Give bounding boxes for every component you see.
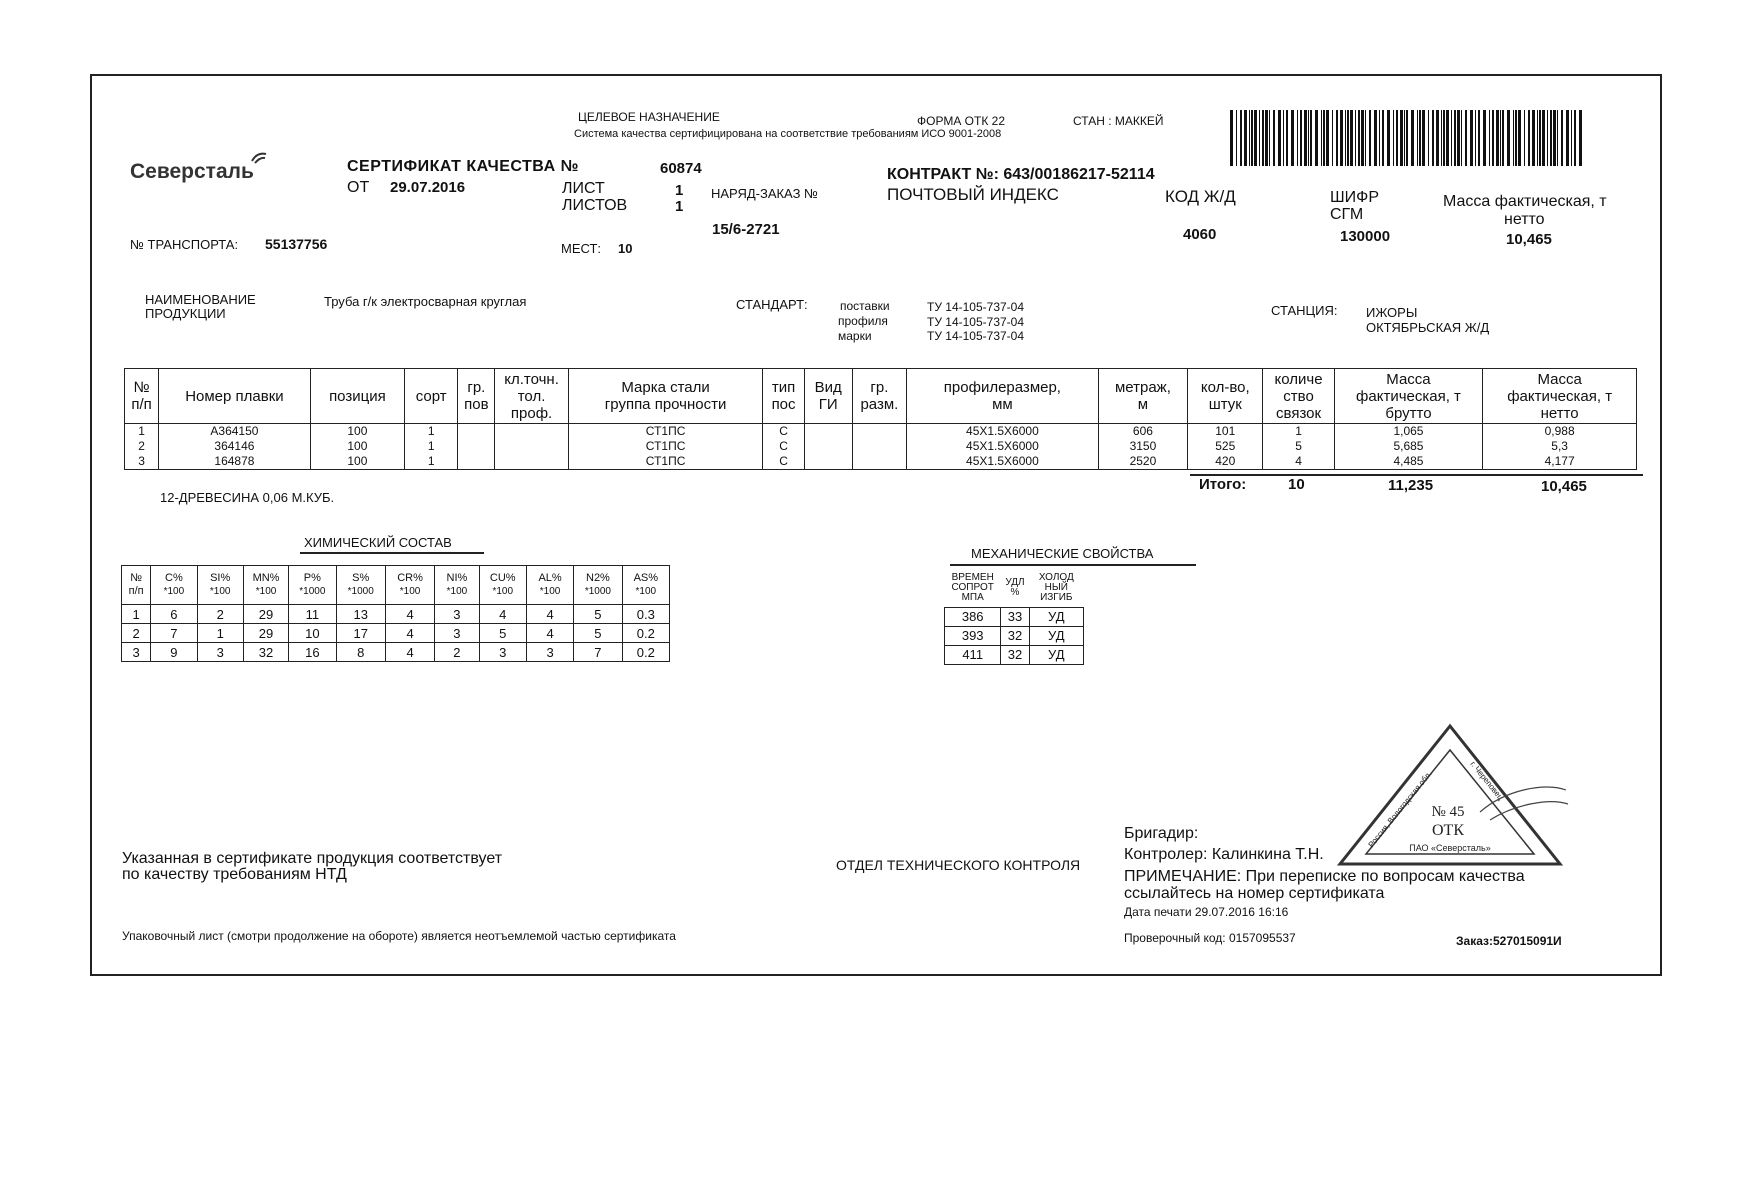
cell-bundles: 1 xyxy=(1263,424,1334,439)
col-gross-mass: Масса фактическая, т брутто xyxy=(1334,369,1483,424)
cell-bend: УД xyxy=(1029,626,1083,645)
order-number: Заказ:527015091И xyxy=(1456,934,1562,948)
stamp-city: г. Череповец xyxy=(1468,759,1506,802)
standard-supply-value: ТУ 14-105-737-04 xyxy=(927,300,1025,314)
chem-col-4: P% *1000 xyxy=(289,566,336,605)
chem-cell: 2 xyxy=(435,643,479,662)
rail-code-value: 4060 xyxy=(1183,226,1217,243)
cell-elongation: 32 xyxy=(1001,645,1029,664)
chem-cell: 3 xyxy=(122,643,151,662)
cell-gross: 1,065 xyxy=(1334,424,1483,439)
product-name-label-2: ПРОДУКЦИИ xyxy=(145,306,226,321)
col-quantity: кол-во, штук xyxy=(1188,369,1263,424)
cell-gross: 5,685 xyxy=(1334,439,1483,454)
table-row xyxy=(125,439,1637,454)
cell-position: 100 xyxy=(310,424,404,439)
chem-cell: 0.2 xyxy=(622,643,669,662)
station-value: ИЖОРЫ xyxy=(1366,305,1418,320)
chem-col-2: SI% *100 xyxy=(197,566,243,605)
cell-num: 3 xyxy=(125,454,159,470)
mass-label-net: нетто xyxy=(1504,211,1545,228)
col-accuracy-class: кл.точн. тол. проф. xyxy=(495,369,568,424)
cell-empty xyxy=(804,439,852,454)
cell-position: 100 xyxy=(310,439,404,454)
mechanics-title-underline xyxy=(950,564,1196,566)
cell-size: 45Х1.5Х6000 xyxy=(907,424,1099,439)
cell-position: 100 xyxy=(310,454,404,470)
cell-empty xyxy=(804,454,852,470)
cipher-label-sgm: СГМ xyxy=(1330,206,1364,223)
chem-cell: 9 xyxy=(151,643,197,662)
chemistry-header-row xyxy=(122,566,670,605)
col-surface-group: гр. пов xyxy=(458,369,495,424)
chem-cell: 13 xyxy=(336,605,385,624)
product-name-value: Труба г/к электросварная круглая xyxy=(324,294,527,309)
standard-label: СТАНДАРТ: xyxy=(736,297,808,312)
table-row xyxy=(122,605,670,624)
mass-value: 10,465 xyxy=(1506,231,1552,248)
places-label: МЕСТ: xyxy=(561,241,602,256)
cell-bend: УД xyxy=(1029,607,1083,626)
chem-cell: 4 xyxy=(385,605,434,624)
col-cold-bend: ХОЛОД НЫЙ ИЗГИБ xyxy=(1038,572,1074,604)
stamp-region: Россия, Вологодская обл. xyxy=(1366,769,1434,850)
conformity-statement-2: по качеству требованиям НТД xyxy=(122,866,347,883)
sheet-value: 1 xyxy=(675,182,684,199)
stamp-otk: ОТК xyxy=(1432,822,1464,839)
chem-col-0: № п/п xyxy=(122,566,151,605)
total-label: Итого: xyxy=(1199,476,1247,493)
chem-cell: 5 xyxy=(574,605,622,624)
print-date: Дата печати 29.07.2016 16:16 xyxy=(1124,905,1289,919)
cipher-value: 130000 xyxy=(1340,228,1391,245)
chem-cell: 4 xyxy=(385,643,434,662)
cell-empty xyxy=(458,424,495,439)
cell-size: 45Х1.5Х6000 xyxy=(907,439,1099,454)
col-tensile: ВРЕМЕН СОПРОТ МПА xyxy=(951,572,994,604)
chem-col-7: NI% *100 xyxy=(435,566,479,605)
cell-bend: УД xyxy=(1029,645,1083,664)
cell-size: 45Х1.5Х6000 xyxy=(907,454,1099,470)
chem-cell: 32 xyxy=(243,643,288,662)
chem-cell: 5 xyxy=(479,624,526,643)
chem-cell: 11 xyxy=(289,605,336,624)
chem-col-8: CU% *100 xyxy=(479,566,526,605)
table-row xyxy=(945,626,1084,645)
chem-col-5: S% *1000 xyxy=(336,566,385,605)
chem-cell: 3 xyxy=(526,643,573,662)
cell-num: 2 xyxy=(125,439,159,454)
mechanics-table xyxy=(944,570,1084,665)
order-value: 15/6-2721 xyxy=(712,221,780,238)
company-logo: Северсталь xyxy=(130,160,254,183)
places-value: 10 xyxy=(618,241,633,256)
mill-label: СТАН : МАККЕЙ xyxy=(1073,114,1164,128)
cell-empty xyxy=(495,439,568,454)
chem-cell: 1 xyxy=(122,605,151,624)
chem-col-10: N2% *1000 xyxy=(574,566,622,605)
cell-empty xyxy=(852,424,906,439)
cell-tensile: 411 xyxy=(945,645,1001,664)
cipher-label: ШИФР xyxy=(1330,189,1379,206)
mass-label: Масса фактическая, т xyxy=(1443,193,1607,210)
table-row xyxy=(945,607,1084,626)
chem-col-1: C% *100 xyxy=(151,566,197,605)
cell-type: С xyxy=(763,439,804,454)
chem-col-6: CR% *100 xyxy=(385,566,434,605)
quality-system-note: Система качества сертифицирована на соответствие требованиям ИСО 9001-2008 xyxy=(574,128,1002,140)
chem-cell: 3 xyxy=(435,624,479,643)
cell-empty xyxy=(852,454,906,470)
cell-type: С xyxy=(763,424,804,439)
total-gross: 11,235 xyxy=(1388,477,1434,494)
rail-code-label: КОД Ж/Д xyxy=(1165,187,1236,206)
foreman-label: Бригадир: xyxy=(1124,825,1199,842)
col-meterage: метраж, м xyxy=(1098,369,1187,424)
chem-cell: 0.2 xyxy=(622,624,669,643)
cell-qty: 101 xyxy=(1188,424,1263,439)
cell-steel: СТ1ПС xyxy=(568,454,763,470)
totals-divider xyxy=(1190,474,1643,476)
cell-empty xyxy=(804,424,852,439)
standard-profile-value: ТУ 14-105-737-04 xyxy=(927,315,1025,329)
cell-steel: СТ1ПС xyxy=(568,424,763,439)
cell-gross: 4,485 xyxy=(1334,454,1483,470)
chem-cell: 29 xyxy=(243,605,288,624)
cell-qty: 420 xyxy=(1188,454,1263,470)
date-label: ОТ xyxy=(347,179,370,196)
conformity-statement: Указанная в сертификате продукция соответствует xyxy=(122,850,503,867)
form-label: ФОРМА ОТК 22 xyxy=(917,114,1005,128)
chem-cell: 6 xyxy=(151,605,197,624)
wood-note: 12-ДРЕВЕСИНА 0,06 М.КУБ. xyxy=(160,490,335,505)
cell-elongation: 32 xyxy=(1001,626,1029,645)
cell-net: 0,988 xyxy=(1483,424,1637,439)
chem-cell: 4 xyxy=(526,624,573,643)
col-steel-grade: Марка стали группа прочности xyxy=(568,369,763,424)
col-bundles: количе ство связок xyxy=(1263,369,1334,424)
chem-col-11: AS% *100 xyxy=(622,566,669,605)
station-railway: ОКТЯБРЬСКАЯ Ж/Д xyxy=(1366,320,1490,335)
contract-number: КОНТРАКТ №: 643/00186217-52114 xyxy=(887,166,1155,183)
cell-sort: 1 xyxy=(405,454,458,470)
chem-cell: 3 xyxy=(197,643,243,662)
cell-tensile: 393 xyxy=(945,626,1001,645)
cell-bundles: 5 xyxy=(1263,439,1334,454)
chem-cell: 5 xyxy=(574,624,622,643)
qc-department: ОТДЕЛ ТЕХНИЧЕСКОГО КОНТРОЛЯ xyxy=(836,857,1081,873)
chem-cell: 4 xyxy=(526,605,573,624)
note-line-1: ПРИМЕЧАНИЕ: При переписке по вопросам качества xyxy=(1124,868,1525,885)
check-code: Проверочный код: 0157095537 xyxy=(1124,931,1296,945)
total-bundles: 10 xyxy=(1288,476,1305,493)
chem-cell: 0.3 xyxy=(622,605,669,624)
standard-profile-label: профиля xyxy=(838,314,888,328)
col-position: позиция xyxy=(310,369,404,424)
table-row xyxy=(122,643,670,662)
stamp-number: № 45 xyxy=(1431,804,1465,820)
col-size-group: гр. разм. xyxy=(852,369,906,424)
cell-heat: 164878 xyxy=(159,454,311,470)
controller-label: Контролер: Калинкина Т.Н. xyxy=(1124,846,1324,863)
cell-meter: 3150 xyxy=(1098,439,1187,454)
sheets-value: 1 xyxy=(675,198,684,215)
cell-num: 1 xyxy=(125,424,159,439)
chem-cell: 3 xyxy=(479,643,526,662)
cell-sort: 1 xyxy=(405,439,458,454)
shipment-table xyxy=(124,368,1637,470)
chem-col-9: AL% *100 xyxy=(526,566,573,605)
station-label: СТАНЦИЯ: xyxy=(1271,303,1338,318)
cell-net: 4,177 xyxy=(1483,454,1637,470)
cell-empty xyxy=(495,454,568,470)
chem-cell: 29 xyxy=(243,624,288,643)
cell-steel: СТ1ПС xyxy=(568,439,763,454)
certificate-number: 60874 xyxy=(660,160,702,177)
note-line-2: ссылайтесь на номер сертификата xyxy=(1124,885,1385,902)
standard-grade-value: ТУ 14-105-737-04 xyxy=(927,329,1025,343)
chem-cell: 17 xyxy=(336,624,385,643)
packing-note: Упаковочный лист (смотри продолжение на обороте) является неотъемлемой частью сертификата xyxy=(122,929,676,943)
chem-cell: 2 xyxy=(122,624,151,643)
cell-empty xyxy=(495,424,568,439)
col-elongation: УДЛ % xyxy=(1005,577,1025,599)
chem-col-3: MN% *100 xyxy=(243,566,288,605)
table-row xyxy=(125,424,1637,439)
chemistry-table xyxy=(121,565,670,662)
cell-heat: 364146 xyxy=(159,439,311,454)
chem-cell: 2 xyxy=(197,605,243,624)
cell-heat: А364150 xyxy=(159,424,311,439)
purpose-label: ЦЕЛЕВОЕ НАЗНАЧЕНИЕ xyxy=(578,110,720,124)
chemistry-title-underline xyxy=(300,552,484,554)
cell-meter: 2520 xyxy=(1098,454,1187,470)
chem-cell: 8 xyxy=(336,643,385,662)
standard-supply-label: поставки xyxy=(840,299,890,313)
col-type: тип пос xyxy=(763,369,804,424)
transport-label: № ТРАНСПОРТА: xyxy=(130,237,239,252)
barcode xyxy=(1230,110,1584,166)
chem-cell: 4 xyxy=(479,605,526,624)
cell-bundles: 4 xyxy=(1263,454,1334,470)
col-heat: Номер плавки xyxy=(159,369,311,424)
chem-cell: 7 xyxy=(574,643,622,662)
order-label: НАРЯД-ЗАКАЗ № xyxy=(711,186,818,201)
chemistry-title: ХИМИЧЕСКИЙ СОСТАВ xyxy=(304,535,452,550)
col-sort: сорт xyxy=(405,369,458,424)
table-row xyxy=(945,645,1084,664)
cell-empty xyxy=(458,439,495,454)
chem-cell: 4 xyxy=(385,624,434,643)
certificate-title: СЕРТИФИКАТ КАЧЕСТВА № xyxy=(347,158,579,175)
cell-type: С xyxy=(763,454,804,470)
shipment-table-header xyxy=(125,369,1637,424)
sheet-label: ЛИСТ xyxy=(562,180,605,197)
cell-net: 5,3 xyxy=(1483,439,1637,454)
mechanics-title: МЕХАНИЧЕСКИЕ СВОЙСТВА xyxy=(971,546,1154,561)
col-gi-type: Вид ГИ xyxy=(804,369,852,424)
chem-cell: 3 xyxy=(435,605,479,624)
cell-sort: 1 xyxy=(405,424,458,439)
transport-value: 55137756 xyxy=(265,236,328,252)
stamp-company: ПАО «Северсталь» xyxy=(1409,843,1491,853)
otk-stamp xyxy=(1330,720,1570,870)
chem-cell: 16 xyxy=(289,643,336,662)
cell-tensile: 386 xyxy=(945,607,1001,626)
total-net: 10,465 xyxy=(1541,478,1587,495)
logo-mark-icon xyxy=(250,151,268,165)
postal-index-label: ПОЧТОВЫЙ ИНДЕКС xyxy=(887,185,1059,204)
standard-grade-label: марки xyxy=(838,329,872,343)
chem-cell: 10 xyxy=(289,624,336,643)
cell-meter: 606 xyxy=(1098,424,1187,439)
table-row xyxy=(122,624,670,643)
col-net-mass: Масса фактическая, т нетто xyxy=(1483,369,1637,424)
chem-cell: 1 xyxy=(197,624,243,643)
product-name-label: НАИМЕНОВАНИЕ xyxy=(145,292,256,307)
mechanics-header-row xyxy=(945,570,1084,607)
table-row xyxy=(125,454,1637,470)
col-num: № п/п xyxy=(125,369,159,424)
cell-empty xyxy=(458,454,495,470)
cell-elongation: 33 xyxy=(1001,607,1029,626)
col-profile-size: профилеразмер, мм xyxy=(907,369,1099,424)
cell-empty xyxy=(852,439,906,454)
chem-cell: 7 xyxy=(151,624,197,643)
cell-qty: 525 xyxy=(1188,439,1263,454)
sheets-label: ЛИСТОВ xyxy=(562,197,628,214)
certificate-date: 29.07.2016 xyxy=(390,179,466,196)
